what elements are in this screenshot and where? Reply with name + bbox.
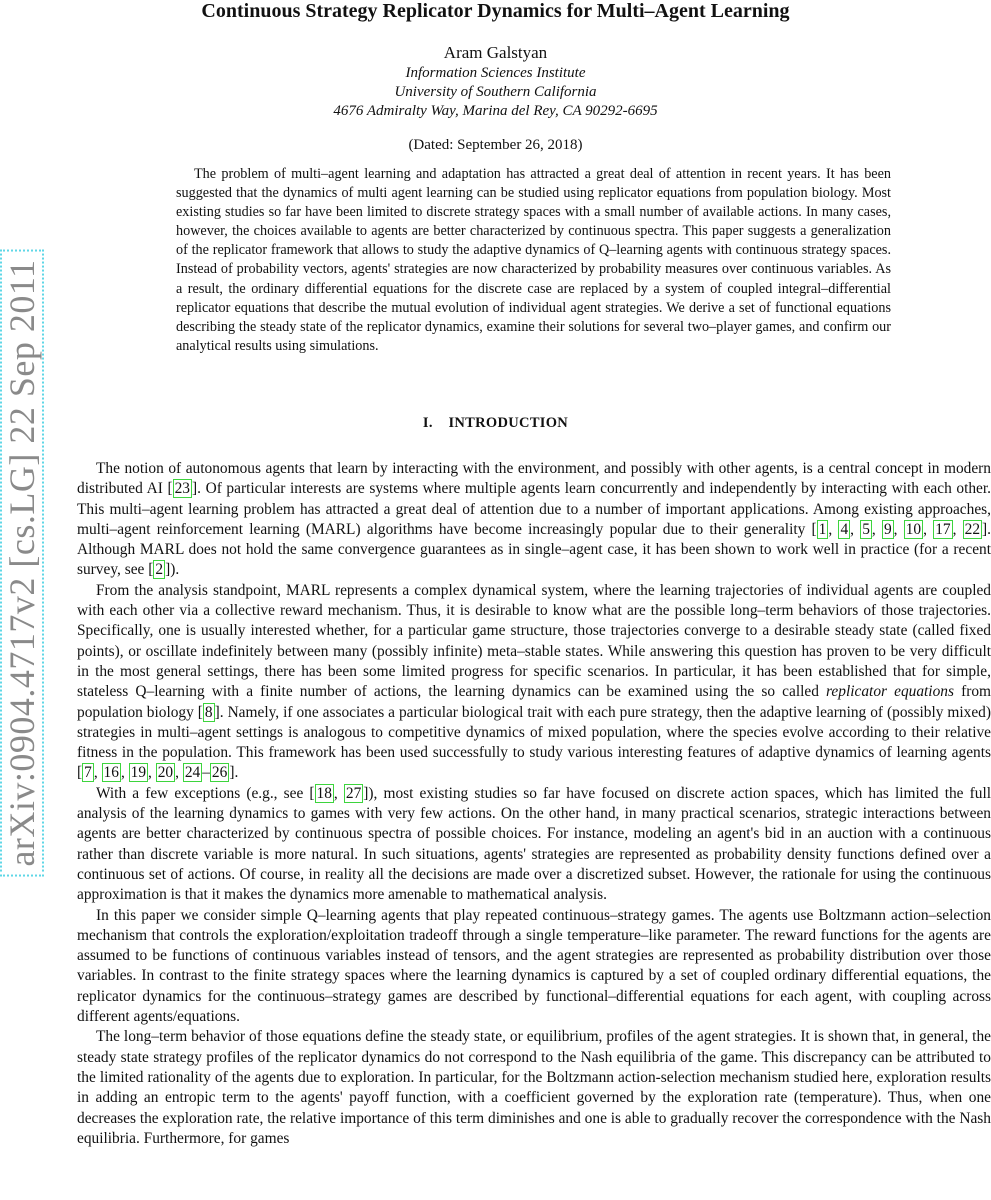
affiliation-line-3: 4676 Admiralty Way, Marina del Rey, CA 90292-6695	[333, 103, 658, 119]
citation-link[interactable]: 22	[964, 520, 981, 538]
citation-link[interactable]: 8	[204, 703, 213, 721]
citation-link[interactable]: 18	[316, 784, 332, 802]
text-run: ]. Namely, if one associates a particular biological trait with each pure strategy, then the adaptive learning of (possibly mixed) strategies in multi–agent settings is analogous to competitive dynamics of mixed population, where the species evolve according to their relative fitness in the population. This framework has been used successfully to study various interesting features of adaptive dynamics of learning agents [	[77, 703, 991, 782]
citation-link[interactable]: 24	[184, 764, 201, 782]
text-run: The notion of autonomous agents that learn by interacting with the environment, and possibly with other agents, is a central concept in modern distributed AI [	[77, 460, 991, 498]
text-run: ]. Although MARL does not hold the same convergence guarantees as in single–agent case, it has been shown to work well in practice (for a recent survey, see [	[77, 520, 991, 579]
citation-link[interactable]: 16	[103, 764, 119, 782]
citation-link[interactable]: 7	[84, 764, 92, 782]
text-run: ].	[229, 764, 239, 782]
text-run: ]. Of particular interests are systems where multiple agents learn concurrently and independently by interacting with each other. This multi–agent learning problem has attracted a great deal of attention due to a number of important applications. Among existing approaches, multi–agent reinforcement learning (MARL) algorithms have become increasingly popular due to their generality [	[77, 480, 991, 538]
text-run: From the analysis standpoint, MARL represents a complex dynamical system, where the learning trajectories of individual agents are coupled with each other via a collective reward mechanism. Thus, it is desirable to know what are the possible long–term behaviors of those trajectories. Specifically, one is usually interested whether, for a particular game structure, those trajectories converge to a desirable steady state (called fixed points), or oscillate indefinitely between many (possibly infinite) meta–stable states. While answering this question has proven to be very difficult in the most general settings, there has been some limited progress for specific scenarios. In particular, it has been established that for simple, stateless Q–learning with a finite number of actions, the learning dynamics can be examined using the so called	[77, 581, 991, 701]
arxiv-identifier-text[interactable]: arXiv:0904.4717v2 [cs.LG] 22 Sep 2011	[0, 249, 44, 876]
abstract: The problem of multi–agent learning and adaptation has attracted a great deal of attention in recent years. It has been suggested that the dynamics of multi agent learning can be studied using replicator equations from population biology. Most existing studies so far have been limited to discrete strategy spaces with a small number of available actions. In many cases, however, the choices available to agents are better characterized by continuous spectra. This paper suggests a generalization of the replicator framework that allows to study the adaptive dynamics of Q–learning agents with continuous strategy spaces. Instead of probability vectors, agents' strategies are now characterized by probability measures over continuous variables. As a result, the ordinary differential equations for the discrete case are replaced by a system of coupled integral–differential replicator equations that describe the mutual evolution of individual agent strategies. We derive a set of functional equations describing the steady state of the replicator dynamics, examine their solutions for several two–player games, and confirm our analytical results using simulations.	[176, 166, 891, 354]
arxiv-identifier	[0, 255, 44, 870]
section-number: I.	[422, 415, 433, 431]
citation-link[interactable]: 23	[174, 480, 190, 498]
body-text	[77, 459, 991, 1149]
citation-link[interactable]: 9	[883, 520, 892, 538]
author-block	[0, 42, 991, 121]
paragraph-5: The long–term behavior of those equations define the steady state, or equilibrium, profiles of the agent strategies. It is shown that, in general, the steady state strategy profiles of the replicator dynamics do not correspond to the Nash equilibria of the game. This discrepancy can be attributed to the limited rationality of the agents due to exploration. In particular, for the Boltzmann action-selection mechanism studied here, exploration results in adding an entropic term to the agents' payoff function, with a coefficient governed by the exploration rate (temperature). Thus, when one decreases the exploration rate, the relative importance of this term diminishes and one is able to gradually recover the correspondence with the Nash equilibria. Furthermore, for games	[77, 1028, 991, 1147]
citation-link[interactable]: 20	[157, 764, 174, 782]
paper-title: Continuous Strategy Replicator Dynamics for Multi–Agent Learning	[201, 0, 790, 22]
paragraph-3: With a few exceptions (e.g., see [ 18 , 27 ]), most existing studies so far have focused on discrete action spaces, which has limited the full analysis of the learning dynamics to games with very few actions. On the other hand, in many practical scenarios, strategic interactions between agents are better characterized by continuous spectra of possible choices. For instance, modeling an agent's bid in an auction with a continuous rather than discrete variable is more natural. In such situations, agents' strategies are represented as probability density functions defined over a continuous set of actions. Of course, in reality all the decisions are made over a discretized subset. However, the rationale for using the continuous approximation is that it makes the dynamics more amenable to mathematical analysis.	[77, 784, 991, 904]
citation-link[interactable]: 17	[935, 520, 951, 538]
text-run: ]), most existing studies so far have focused on discrete action spaces, which has limited the full analysis of the learning dynamics to games with very few actions. On the other hand, in many practical scenarios, strategic interactions between agents are better characterized by continuous spectra of possible choices. For instance, modeling an agent's bid in an auction with a continuous rather than discrete variable is more natural. In such situations, agents' strategies are represented as probability density functions defined over a continuous set of actions. Of course, in reality all the decisions are made over a discretized subset. However, the rationale for using the continuous approximation is that it makes the dynamics more amenable to mathematical analysis.	[77, 784, 991, 904]
text-run: With a few exceptions (e.g., see [	[96, 784, 315, 802]
citation-link[interactable]: 26	[211, 764, 228, 782]
paragraph-4: In this paper we consider simple Q–learning agents that play repeated continuous–strategy games. The agents use Boltzmann action–selection mechanism that controls the exploration/exploitation tradeoff through a single temperature–like parameter. The reward functions for the agents are assumed to be functions of continuous variables instead of tensors, and the agent strategies are represented as probability distribution over those variables. In contrast to the finite strategy spaces where the learning dynamics is captured by a set of coupled ordinary differential equations, the replicator dynamics for the continuous–strategy games are described by functional–differential equations for each agent, with coupling across different agents/equations.	[77, 906, 991, 1026]
citation-link[interactable]: 27	[345, 784, 362, 802]
citation-link[interactable]: 2	[155, 561, 164, 579]
citation-link[interactable]: 4	[840, 520, 849, 538]
author-name: Aram Galstyan	[443, 43, 548, 62]
citation-link[interactable]: 5	[862, 520, 870, 538]
section-heading	[0, 415, 991, 432]
emphasis-text: replicator equations	[826, 683, 954, 701]
date-line: (Dated: September 26, 2018)	[408, 137, 583, 153]
citation-link[interactable]: 10	[905, 520, 922, 538]
citation-link[interactable]: 19	[130, 764, 147, 782]
text-run: from population biology [	[77, 683, 991, 721]
section-title: INTRODUCTION	[448, 415, 569, 431]
affiliation-line-1: Information Sciences Institute	[405, 65, 586, 81]
text-run: ]).	[165, 561, 180, 579]
affiliation-line-2: University of Southern California	[394, 84, 597, 100]
paragraph-1: The notion of autonomous agents that learn by interacting with the environment, and possibly with other agents, is a central concept in modern distributed AI [ 23 ]. Of particular interests are systems where multiple agents learn concurrently and independently by interacting with each other. This multi–agent learning problem has attracted a great deal of attention due to a number of important applications. Among existing approaches, multi–agent reinforcement learning (MARL) algorithms have become increasingly popular due to their generality [ 1 , 4 , 5 , 9 , 10 , 17 , 22 ]. Although MARL does not hold the same convergence guarantees as in single–agent case, it has been shown to work well in practice (for a recent survey, see [ 2 ]).	[77, 460, 991, 579]
citation-link[interactable]: 1	[818, 520, 827, 538]
paragraph-2: From the analysis standpoint, MARL represents a complex dynamical system, where the learning trajectories of individual agents are coupled with each other via a collective reward mechanism. Thus, it is desirable to know what are the possible long–term behaviors of those trajectories. Specifically, one is usually interested whether, for a particular game structure, those trajectories converge to a desirable steady state (called fixed points), or oscillate indefinitely between many (possibly infinite) meta–stable states. While answering this question has proven to be very difficult in the most general settings, there has been some limited progress for specific scenarios. In particular, it has been established that for simple, stateless Q–learning with a finite number of actions, the learning dynamics can be examined using the so called replicator equations from population biology [ 8 ]. Namely, if one associates a particular biological trait with each pure strategy, then the adaptive learning of (possibly mixed) strategies in multi–agent settings is analogous to competitive dynamics of mixed population, where the species evolve according to their relative fitness in the population. This framework has been used successfully to study various interesting features of adaptive dynamics of learning agents [ 7 , 16 , 19 , 20 , 24 – 26 ].	[77, 581, 991, 782]
